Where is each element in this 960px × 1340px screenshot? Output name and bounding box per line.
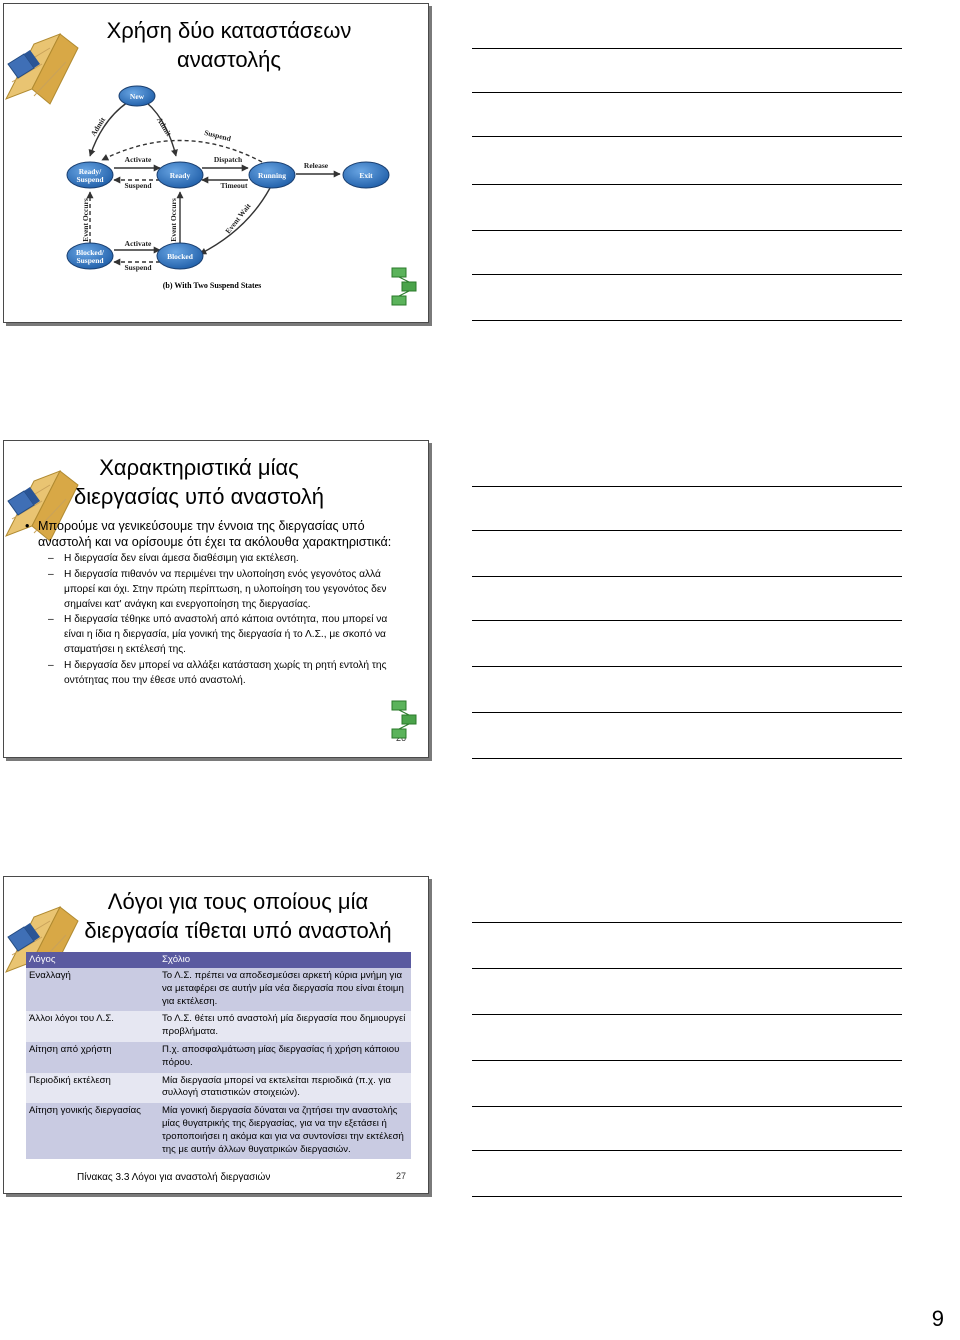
slide-26 — [3, 440, 429, 758]
note-line — [472, 922, 902, 923]
state-node — [67, 243, 113, 269]
note-line — [472, 620, 902, 621]
svg-text:Suspend: Suspend — [76, 256, 104, 265]
table-caption: Πίνακας 3.3 Λόγοι για αναστολή διεργασιών — [77, 1172, 271, 1183]
sub-bullet: – Η διεργασία πιθανόν να περιμένει την υλοποίηση ενός γεγονότος αλλά μπορεί και όχι. Στην πρώτη περίπτωση, η υλοποίηση του γεγονότος δεν σημαίνει κατ' ανάγκη και ενεργοποίηση της διεργασίας. — [26, 568, 396, 612]
note-line — [472, 486, 902, 487]
note-line — [472, 1106, 902, 1107]
table-row — [26, 1073, 411, 1104]
table-row — [26, 968, 411, 1011]
svg-text:Suspend: Suspend — [76, 175, 104, 184]
table-cell: Άλλοι λόγοι του Λ.Σ. — [26, 1011, 159, 1042]
reasons-table — [26, 952, 411, 1159]
state-node — [157, 162, 203, 188]
note-line — [472, 230, 902, 231]
table-row — [26, 1011, 411, 1042]
transition-label: Event Occurs — [169, 198, 178, 242]
note-line — [472, 92, 902, 93]
note-line — [472, 530, 902, 531]
slide-page-number: 27 — [395, 1171, 406, 1181]
table-cell: Το Λ.Σ. θέτει υπό αναστολή μία διεργασία που δημιουργεί προβλήματα. — [159, 1011, 411, 1042]
note-line — [472, 136, 902, 137]
transition-label: Admit — [88, 115, 108, 138]
transition-label: Dispatch — [213, 155, 243, 164]
svg-text:Blocked/: Blocked/ — [76, 248, 104, 257]
table-cell: Π.χ. αποσφαλμάτωση μίας διεργασίας ή χρήση κάποιου πόρου. — [159, 1042, 411, 1073]
svg-text:Running: Running — [258, 171, 286, 180]
slide-title: Χρήση δύο καταστάσεων αναστολής — [106, 18, 352, 72]
page-number: 9 — [931, 1306, 944, 1331]
transition-label: Suspend — [124, 263, 152, 272]
table-row — [26, 1042, 411, 1073]
state-node — [67, 162, 113, 188]
state-node — [343, 162, 389, 188]
transition-label: Event Occurs — [81, 198, 90, 242]
note-line — [472, 184, 902, 185]
note-line — [472, 1196, 902, 1197]
table-cell: Εναλλαγή — [26, 968, 159, 1011]
table-cell: Μία διεργασία μπορεί να εκτελείται περιοδικά (π.χ. για συλλογή στατιστικών στοιχειών). — [159, 1073, 411, 1104]
transition-label: Suspend — [124, 181, 152, 190]
transition-label: Admit — [154, 115, 174, 138]
slide-title: Χαρακτηριστικά μίας διεργασίας υπό αναστολή — [73, 455, 325, 509]
table-cell: Αίτηση από χρήστη — [26, 1042, 159, 1073]
transition-label: Activate — [124, 239, 152, 248]
svg-text:Ready/: Ready/ — [78, 167, 102, 176]
table-cell: Μία γονική διεργασία δύναται να ζητήσει την αναστολής μίας θυγατρικής της διεργασίας, για να την εξετάσει ή τροποποιήσει η ακόμα και για να συντονίσει την εκτέλεσή της με αυτήν άλλων θυγατρικών διεργασιών. — [159, 1103, 411, 1159]
sub-bullet: – Η διεργασία δεν μπορεί να αλλάξει κατάσταση χωρίς τη ρητή εντολή της οντότητας που την έθεσε υπό αναστολή. — [26, 659, 396, 689]
table-cell: Αίτηση γονικής διεργασίας — [26, 1103, 159, 1159]
transition-label: Event Wait — [223, 201, 253, 236]
transition-label: Release — [303, 161, 329, 170]
note-line — [472, 758, 902, 759]
slide-27 — [3, 876, 429, 1194]
note-line — [472, 274, 902, 275]
state-node — [249, 162, 295, 188]
diagram-caption: (b) With Two Suspend States — [162, 281, 262, 290]
transition-label: Timeout — [220, 181, 248, 190]
note-line — [472, 320, 902, 321]
table-row — [26, 1103, 411, 1159]
flowchart-icon — [390, 699, 420, 741]
slide-title: Λόγοι για τους οποίους μία διεργασία τίθεται υπό αναστολή — [84, 889, 392, 943]
note-line — [472, 968, 902, 969]
table-header: Λόγος — [26, 952, 159, 968]
sub-bullet: – Η διεργασία δεν είναι άμεσα διαθέσιμη για εκτέλεση. — [26, 552, 396, 567]
svg-text:Blocked: Blocked — [167, 252, 193, 261]
bullet-list — [26, 519, 396, 688]
transition-label: Suspend — [203, 127, 232, 144]
note-line — [472, 712, 902, 713]
svg-text:Exit: Exit — [359, 171, 373, 180]
table-header: Σχόλιο — [159, 952, 411, 968]
bullet-intro: • Μπορούμε να γενικεύσουμε την έννοια της διεργασίας υπό αναστολή και να ορίσουμε ότι έχει τα ακόλουθα χαρακτηριστικά: — [26, 519, 396, 550]
note-line — [472, 1150, 902, 1151]
note-line — [472, 1014, 902, 1015]
svg-text:New: New — [129, 92, 145, 101]
flowchart-icon — [390, 266, 420, 308]
table-cell: Το Λ.Σ. πρέπει να αποδεσμεύσει αρκετή κύρια μνήμη για να μεταφέρει σε αυτήν μία νέα διεργασία που είναι έτοιμη για εκτέλεση. — [159, 968, 411, 1011]
note-line — [472, 48, 902, 49]
slide-25 — [3, 3, 429, 323]
svg-text:Ready: Ready — [169, 171, 191, 180]
state-node — [157, 243, 203, 269]
suspend-state-diagram — [62, 80, 402, 295]
transition-label: Activate — [124, 155, 152, 164]
table-cell: Περιοδική εκτέλεση — [26, 1073, 159, 1104]
note-line — [472, 1060, 902, 1061]
state-node — [119, 86, 155, 106]
note-line — [472, 576, 902, 577]
note-line — [472, 666, 902, 667]
sub-bullet: – Η διεργασία τέθηκε υπό αναστολή από κάποια οντότητα, που μπορεί να είναι η ίδια η διεργασία, μία γονική της διεργασία ή το Λ.Σ., με σκοπό να σταματήσει η εκτέλεσή της. — [26, 613, 396, 657]
